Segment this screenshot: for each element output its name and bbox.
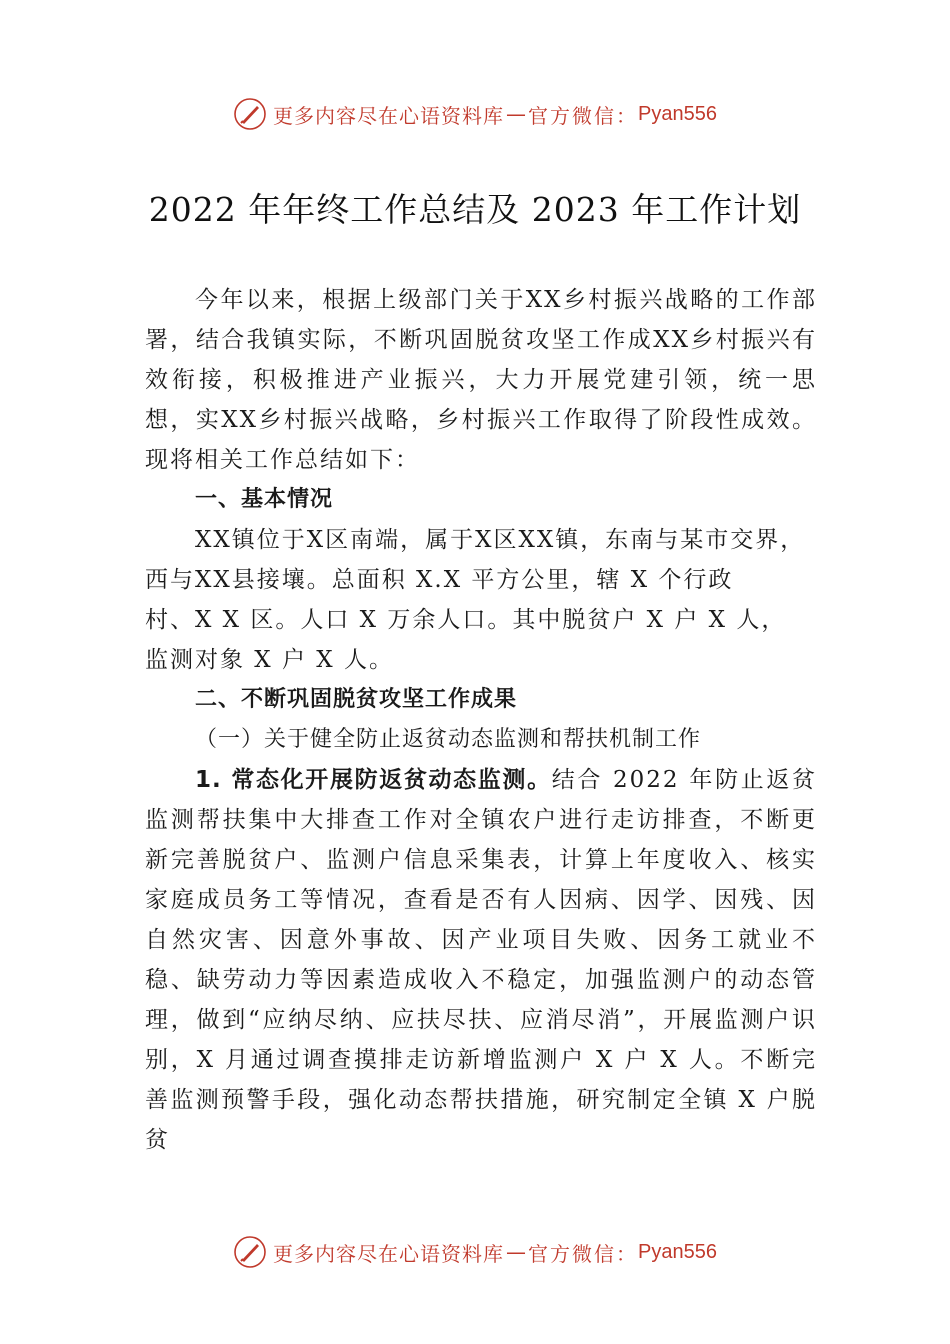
section-1-line-4: 监测对象 X 户 X 人。	[145, 647, 394, 673]
section-1-line-2: 西与XX县接壤。总面积 X.X 平方公里，辖 X 个行政	[145, 567, 734, 593]
section-1-heading: 一、基本情况	[195, 487, 334, 512]
item-1-paragraph	[145, 760, 817, 1160]
section-1-line-1: XX镇位于X区南端，属于X区XX镇，东南与某市交界，	[195, 527, 806, 553]
watermark-wechat-id: Pyan556	[638, 102, 717, 125]
watermark-official-label: 官方微信：	[528, 103, 639, 128]
intro-paragraph: 今年以来，根据上级部门关于XX乡村振兴战略的工作部署，结合我镇实际，不断巩固脱贫攻坚工作成XX乡村振兴有效衔接，积极推进产业振兴，大力开展党建引领，统一思想，实XX乡村振兴战略，乡村振兴工作取得了阶段性成效。现将相关工作总结如下：	[145, 287, 817, 473]
watermark-name: 更多内容尽在心语资料库	[273, 1241, 505, 1266]
section-2-heading: 二、不断巩固脱贫攻坚工作成果	[195, 687, 518, 712]
watermark-name: 更多内容尽在心语资料库	[273, 103, 505, 128]
item-1-body: 结合 2022 年防止返贫监测帮扶集中大排查工作对全镇农户进行走访排查，不断更新完善脱贫户、监测户信息采集表，计算上年度收入、核实家庭成员务工等情况，查看是否有人因病、因学、因残、因自然灾害、因意外事故、因产业项目失败、因务工就业不稳、缺劳动力等因素造成收入不稳定，加强监测户的动态管理，做到“应纳尽纳、应扶尽扶、应消尽消”，开展监测户识别，X 月通过调查摸排走访新增监测户 X 户 X 人。不断完善监测预警手段，强化动态帮扶措施，研究制定全镇 X 户脱贫	[145, 767, 817, 1153]
watermark-official-label: 官方微信：	[528, 1241, 639, 1266]
section-2-subheading: （一）关于健全防止返贫动态监测和帮扶机制工作	[195, 727, 702, 752]
watermark-dash: —	[506, 1240, 527, 1264]
watermark-wechat-id: Pyan556	[638, 1240, 717, 1263]
item-1-title: 1. 常态化开展防返贫动态监测。	[195, 767, 552, 793]
quill-logo-icon	[233, 1235, 267, 1269]
section-1-line-3: 村、X X 区。人口 X 万余人口。其中脱贫户 X 户 X 人，	[145, 607, 787, 633]
quill-logo-icon	[233, 97, 267, 131]
watermark-dash: —	[506, 102, 527, 126]
header-watermark-banner	[0, 94, 950, 134]
document-title: 2022 年年终工作总结及 2023 年工作计划	[148, 190, 802, 229]
document-body	[145, 280, 817, 1160]
footer-watermark-banner	[0, 1232, 950, 1272]
